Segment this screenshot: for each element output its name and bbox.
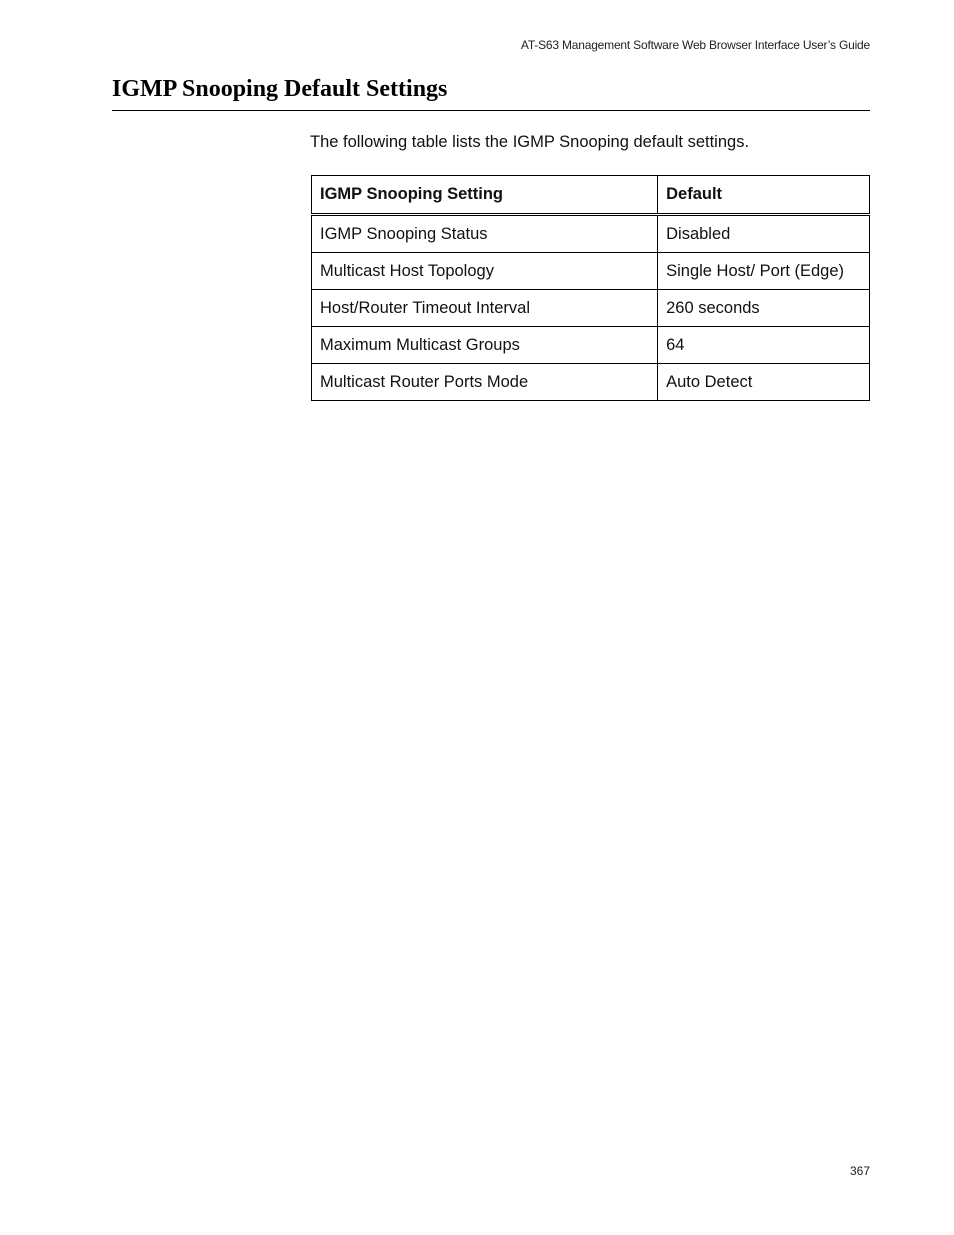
column-header-setting: IGMP Snooping Setting	[312, 176, 658, 215]
table-row	[312, 327, 870, 364]
column-header-default: Default	[658, 176, 870, 215]
running-header: AT-S63 Management Software Web Browser Interface User’s Guide	[520, 38, 870, 52]
table-row	[312, 253, 870, 290]
defaults-table	[311, 175, 870, 401]
page-number: 367	[849, 1164, 870, 1178]
setting-cell: Host/Router Timeout Interval	[312, 290, 658, 327]
default-cell: 260 seconds	[658, 290, 870, 327]
default-cell: Single Host/ Port (Edge)	[658, 253, 870, 290]
setting-cell: Multicast Host Topology	[312, 253, 658, 290]
title-rule	[112, 110, 870, 111]
intro-paragraph: The following table lists the IGMP Snooping default settings.	[310, 133, 750, 151]
default-cell: Auto Detect	[658, 364, 870, 401]
setting-cell: IGMP Snooping Status	[312, 215, 658, 253]
default-cell: Disabled	[658, 215, 870, 253]
setting-cell: Maximum Multicast Groups	[312, 327, 658, 364]
default-cell: 64	[658, 327, 870, 364]
setting-cell: Multicast Router Ports Mode	[312, 364, 658, 401]
section-title: IGMP Snooping Default Settings	[112, 76, 448, 102]
table-row	[312, 215, 870, 253]
table-row	[312, 364, 870, 401]
table-header-row	[312, 176, 870, 215]
table-row	[312, 290, 870, 327]
